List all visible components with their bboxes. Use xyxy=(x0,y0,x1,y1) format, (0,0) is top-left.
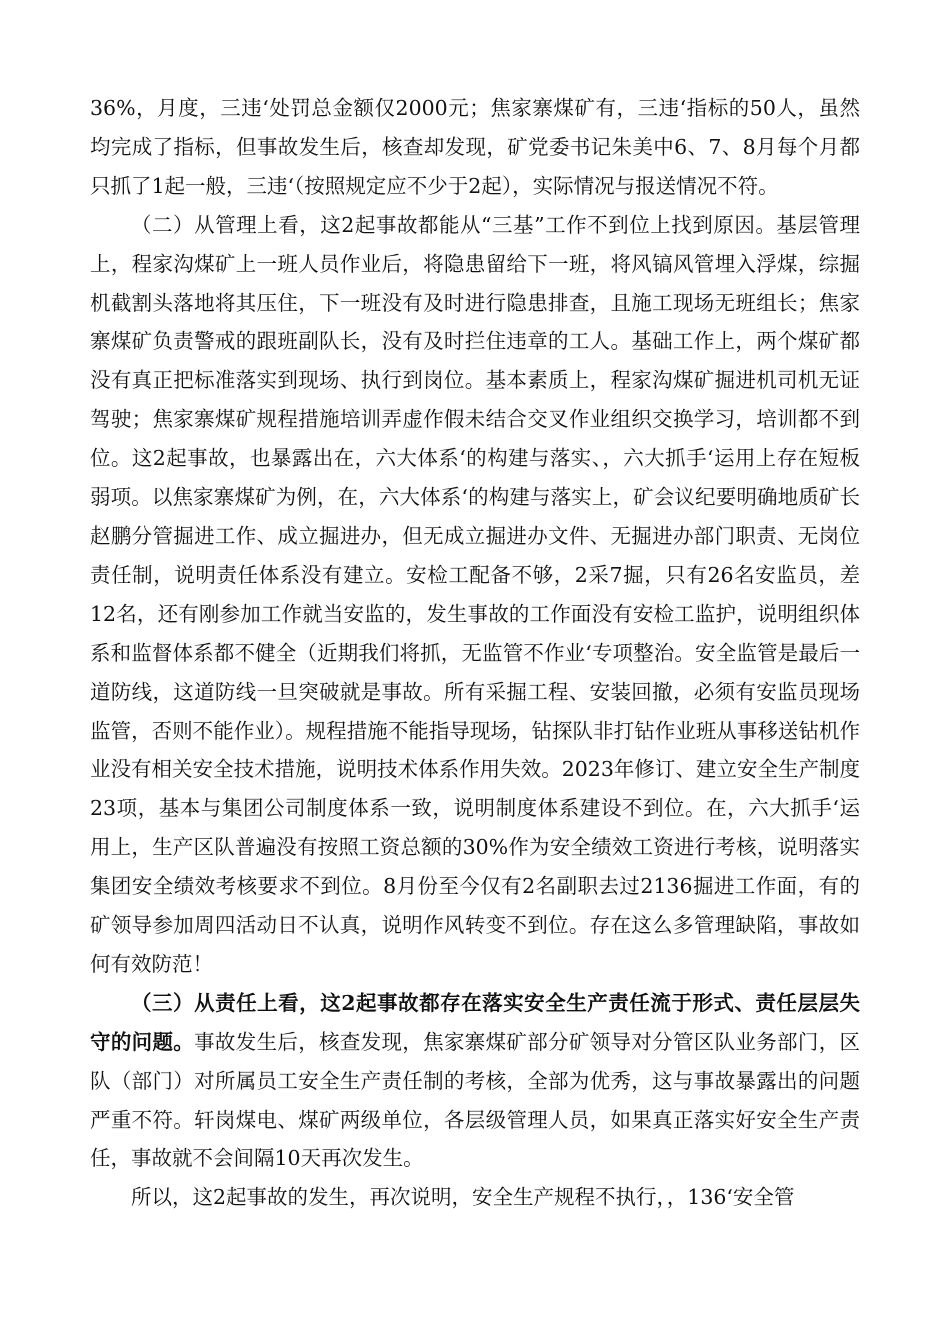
paragraph-text: 所以，这2起事故的发生，再次说明，安全生产规程不执行，，136‘安全管 xyxy=(131,1185,795,1210)
paragraph-heading-bold: （三）从责任上看，这2起事故都存在落实安全生产责任流于形式、责任层层失守的问题。 xyxy=(90,990,860,1054)
paragraph-violation-stats xyxy=(90,89,860,206)
paragraph-text: （二）从管理上看，这2起事故都能从“三基”工作不到位上找到原因。基层管理上，程家沟煤矿上一班人员作业后，将隐患留给下一班，将风镐风管埋入浮煤，综掘机截割头落地将其压住，下一班没有及时进行隐患排查，且施工现场无班组长；焦家寨煤矿负责警戒的跟班副队长，没有及时拦住违章的工人。基础工作上，两个煤矿都没有真正把标准落实到现场、执行到岗位。基本素质上，程家沟煤矿掘进机司机无证驾驶；焦家寨煤矿规程措施培训弄虚作假未结合交叉作业组织交换学习，培训都不到位。这2起事故，也暴露出在，六大体系‘的构建与落实、，六大抓手‘运用上存在短板弱项。以焦家寨煤矿为例，在，六大体系‘的构建与落实上，矿会议纪要明确地质矿长赵鹏分管掘进工作、成立掘进办，但无成立掘进办文件、无掘进办部门职责、无岗位责任制，说明责任体系没有建立。安检工配备不够，2采7掘，只有26名安监员，差12名，还有刚参加工作就当安监的，发生事故的工作面没有安检工监护，说明组织体系和监督体系都不健全（近期我们将抓，无监管不作业‘专项整治。安全监管是最后一道防线，这道防线一旦突破就是事故。所有采掘工程、安装回撤，必须有安监员现场监管，否则不能作业）。规程措施不能指导现场，钻探队非打钻作业班从事移送钻机作业没有相关安全技术措施，说明技术体系作用失效。2023年修订、建立安全生产制度23项，基本与集团公司制度体系一致，说明制度体系建设不到位。在，六大抓手‘运用上，生产区队普遍没有按照工资总额的30%作为安全绩效工资进行考核，说明落实集团安全绩效考核要求不到位。8月份至今仅有2名副职去过2136掘进工作面，有的矿领导参加周四活动日不认真，说明作风转变不到位。存在这么多管理缺陷，事故如何有效防范！ xyxy=(90,212,860,976)
paragraph-responsibility xyxy=(90,984,860,1179)
paragraph-text: 事故发生后，核查发现，焦家寨煤矿部分矿领导对分管区队业务部门，区队（部门）对所属员工安全生产责任制的考核，全部为优秀，这与事故暴露出的问题严重不符。轩岗煤电、煤矿两级单位，各层级管理人员，如果真正落实好安全生产责任，事故就不会间隔10天再次发生。 xyxy=(90,1029,861,1171)
paragraph-text: 36%，月度，三违‘处罚总金额仅2000元；焦家寨煤矿有，三违‘指标的50人，虽然均完成了指标，但事故发生后，核查却发现，矿党委书记朱美中6、7、8月每个月都只抓了1起一般，三违‘（按照规定应不少于2起），实际情况与报送情况不符。 xyxy=(90,96,860,198)
paragraph-management xyxy=(90,206,860,984)
document-page xyxy=(90,89,860,1217)
paragraph-conclusion xyxy=(90,1178,860,1217)
